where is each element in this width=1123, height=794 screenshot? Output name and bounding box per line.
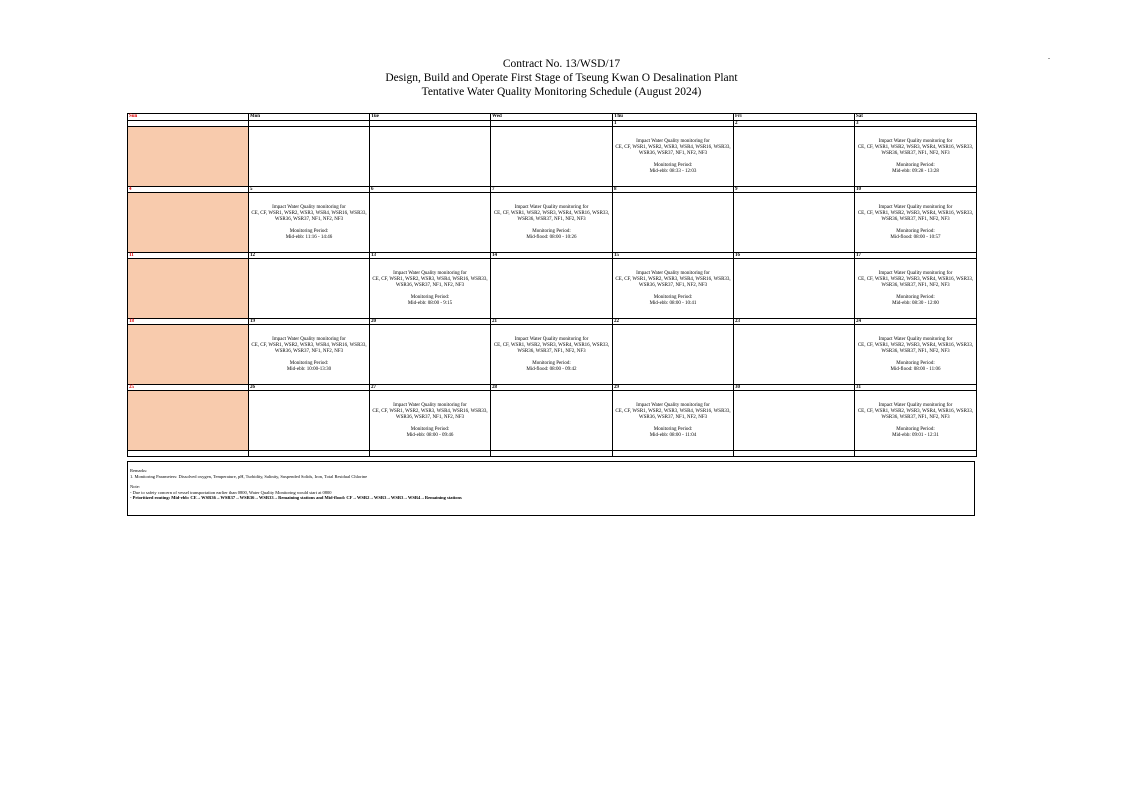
- period-label: Monitoring Period:: [289, 360, 329, 366]
- date-number-tue: 20: [370, 319, 491, 325]
- period-value: Mid-ebb: 09:28 - 13:28: [892, 168, 939, 174]
- day-cell: [855, 391, 977, 451]
- station-list: CE, CF, WSR1, WSR2, WSR3, WSR4, WSR16, WSR33,: [857, 342, 974, 348]
- day-header-sat: Sat: [855, 114, 977, 121]
- note-title: Note:: [130, 484, 140, 490]
- period-value: Mid-flood: 08:00 - 11:06: [890, 366, 941, 372]
- event-title: Impact Water Quality monitoring for: [878, 402, 953, 408]
- monitoring-event: [370, 403, 490, 439]
- period-value: Mid-ebb: 08:00 - 11:04: [649, 432, 697, 438]
- station-list: WSR36, WSR37, NF1, NF2, NF3: [638, 282, 708, 288]
- date-number-sat: 31: [855, 385, 977, 391]
- day-cell: [855, 325, 977, 385]
- day-cell: [613, 193, 734, 253]
- period-label: Monitoring Period:: [896, 162, 935, 168]
- monitoring-event: [613, 139, 733, 175]
- day-cell: [855, 127, 977, 187]
- period-value: Mid-ebb: 09:01 - 12:31: [892, 432, 939, 438]
- date-number-tue: 27: [370, 385, 491, 391]
- date-number-mon: 26: [249, 385, 370, 391]
- date-number-mon: 5: [249, 187, 370, 193]
- event-title: Impact Water Quality monitoring for: [636, 402, 710, 408]
- day-cell: [613, 325, 734, 385]
- monitoring-calendar: [127, 113, 977, 457]
- day-cell: [491, 127, 613, 187]
- separator-row: [128, 451, 977, 457]
- date-number-mon: 19: [249, 319, 370, 325]
- page-mark: .: [1048, 52, 1050, 61]
- remarks-item: 1. Monitoring Parameters: Dissolved oxygen, Temperature, pH, Turbidity, Salinity, Suspended Solids, Iron, Total Residual Chlorine: [130, 473, 368, 479]
- day-header-tue: Tue: [370, 114, 491, 121]
- monitoring-event: [370, 271, 490, 307]
- period-label: Monitoring Period:: [410, 426, 450, 432]
- monitoring-event: [855, 271, 976, 307]
- day-cell: [128, 193, 249, 253]
- title-project: Design, Build and Operate First Stage of Tseung Kwan O Desalination Plant: [385, 72, 738, 84]
- station-list: CE, CF, WSR1, WSR2, WSR3, WSR4, WSR16, WSR33,: [372, 276, 488, 282]
- monitoring-event: [491, 337, 612, 373]
- station-list: CE, CF, WSR1, WSR2, WSR3, WSR4, WSR16, WSR33,: [857, 276, 974, 282]
- station-list: CE, CF, WSR1, WSR2, WSR3, WSR4, WSR16, WSR33,: [493, 210, 610, 216]
- day-cell: [370, 391, 491, 451]
- day-cell: [613, 127, 734, 187]
- event-title: Impact Water Quality monitoring for: [514, 204, 589, 210]
- empty-cell: [734, 451, 855, 457]
- day-cell: [734, 259, 855, 319]
- event-title: Impact Water Quality monitoring for: [393, 402, 467, 408]
- station-list: WSR36, WSR37, NF1, NF2, NF3: [638, 414, 708, 420]
- period-value: Mid-ebb: 11:16 - 14:46: [285, 234, 333, 240]
- empty-cell: [249, 451, 370, 457]
- period-value: Mid-ebb: 08:30 - 12:00: [892, 300, 939, 306]
- period-label: Monitoring Period:: [896, 294, 935, 300]
- period-value: Mid-ebb: 08:00 - 09:46: [406, 432, 454, 438]
- event-title: Impact Water Quality monitoring for: [272, 204, 346, 210]
- day-cell: [128, 259, 249, 319]
- event-title: Impact Water Quality monitoring for: [514, 336, 589, 342]
- station-list: WSR36, WSR37, NF1, NF2, NF3: [517, 216, 586, 222]
- day-cell: [613, 259, 734, 319]
- day-header-fri: Fri: [734, 114, 855, 121]
- day-cell: [855, 259, 977, 319]
- period-label: Monitoring Period:: [653, 426, 693, 432]
- date-number-fri: 9: [734, 187, 855, 193]
- day-header-mon: Mon: [249, 114, 370, 121]
- day-cell: [370, 325, 491, 385]
- date-number-mon: 12: [249, 253, 370, 259]
- monitoring-event: [249, 337, 369, 373]
- date-number-thu: 8: [613, 187, 734, 193]
- period-value: Mid-ebb: 08:33 - 12:03: [649, 168, 697, 174]
- date-number-wed: 28: [491, 385, 613, 391]
- period-label: Monitoring Period:: [896, 426, 935, 432]
- date-number-fri: 16: [734, 253, 855, 259]
- empty-cell: [370, 451, 491, 457]
- period-label: Monitoring Period:: [653, 294, 693, 300]
- date-number-fri: 30: [734, 385, 855, 391]
- station-list: CE, CF, WSR1, WSR2, WSR3, WSR4, WSR16, WSR33,: [615, 408, 731, 414]
- monitoring-event: [855, 205, 976, 241]
- monitoring-event: [855, 337, 976, 373]
- date-number-sun: 4: [128, 187, 249, 193]
- station-list: WSR36, WSR37, NF1, NF2, NF3: [274, 348, 344, 354]
- date-number-fri: 23: [734, 319, 855, 325]
- week-row: [128, 325, 977, 385]
- station-list: CE, CF, WSR1, WSR2, WSR3, WSR4, WSR16, WSR33,: [615, 276, 731, 282]
- period-label: Monitoring Period:: [532, 360, 571, 366]
- day-header-sun: Sun: [128, 114, 249, 121]
- monitoring-event: [855, 139, 976, 175]
- date-number-sun: 11: [128, 253, 249, 259]
- day-cell: [491, 325, 613, 385]
- remarks-box: [127, 461, 975, 516]
- date-number-tue: 6: [370, 187, 491, 193]
- week-row: [128, 127, 977, 187]
- date-number-sun: 18: [128, 319, 249, 325]
- event-title: Impact Water Quality monitoring for: [636, 138, 710, 144]
- day-cell: [128, 391, 249, 451]
- date-number-tue: 13: [370, 253, 491, 259]
- monitoring-event: [249, 205, 369, 241]
- day-cell: [370, 259, 491, 319]
- day-cell: [491, 259, 613, 319]
- title-contract: Contract No. 13/WSD/17: [502, 58, 621, 70]
- event-title: Impact Water Quality monitoring for: [393, 270, 467, 276]
- empty-cell: [855, 451, 977, 457]
- station-list: CE, CF, WSR1, WSR2, WSR3, WSR4, WSR16, WSR33,: [615, 144, 731, 150]
- day-cell: [370, 127, 491, 187]
- station-list: WSR36, WSR37, NF1, NF2, NF3: [638, 150, 708, 156]
- period-label: Monitoring Period:: [896, 360, 935, 366]
- note-item: - Prioritized routing: Mid-ebb: CE→WSR36→WSR37→WSR36→WSR33→Remaining stations and Mid-flood: CF→WSR2→WSR3→WSR3→WSR4→Remaining stations: [130, 495, 462, 501]
- station-list: WSR36, WSR37, NF1, NF2, NF3: [881, 414, 950, 420]
- station-list: WSR36, WSR37, NF1, NF2, NF3: [274, 216, 344, 222]
- date-number-thu: 1: [613, 121, 734, 127]
- station-list: WSR36, WSR37, NF1, NF2, NF3: [395, 414, 465, 420]
- day-cell: [491, 193, 613, 253]
- weekday-header: [128, 114, 977, 121]
- day-cell: [734, 193, 855, 253]
- event-title: Impact Water Quality monitoring for: [636, 270, 710, 276]
- day-cell: [734, 325, 855, 385]
- date-number-sat: 10: [855, 187, 977, 193]
- monitoring-event: [613, 403, 733, 439]
- day-header-wed: Wed: [491, 114, 613, 121]
- day-header-thu: Thu: [613, 114, 734, 121]
- period-value: Mid-ebb: 10:00-13:30: [286, 366, 332, 372]
- monitoring-event: [613, 271, 733, 307]
- day-cell: [128, 127, 249, 187]
- station-list: WSR36, WSR37, NF1, NF2, NF3: [881, 348, 950, 354]
- week-row: [128, 259, 977, 319]
- title-schedule: Tentative Water Quality Monitoring Schedule (August 2024): [421, 86, 702, 98]
- station-list: CE, CF, WSR1, WSR2, WSR3, WSR4, WSR16, WSR33,: [251, 210, 367, 216]
- date-number-thu: 29: [613, 385, 734, 391]
- date-number-sat: 24: [855, 319, 977, 325]
- date-number-wed: 21: [491, 319, 613, 325]
- date-number-fri: 2: [734, 121, 855, 127]
- day-cell: [249, 391, 370, 451]
- date-number-sat: 3: [855, 121, 977, 127]
- day-cell: [249, 127, 370, 187]
- date-number-sat: 17: [855, 253, 977, 259]
- station-list: WSR36, WSR37, NF1, NF2, NF3: [881, 282, 950, 288]
- period-value: Mid-ebb: 08:00 - 10:41: [649, 300, 697, 306]
- period-value: Mid-flood: 08:00 - 09:42: [526, 366, 577, 372]
- period-value: Mid-ebb: 08:00 - 9:15: [407, 300, 453, 306]
- day-cell: [249, 325, 370, 385]
- station-list: WSR36, WSR37, NF1, NF2, NF3: [881, 216, 950, 222]
- document-title: [0, 57, 1123, 99]
- station-list: CE, CF, WSR1, WSR2, WSR3, WSR4, WSR16, WSR33,: [857, 408, 974, 414]
- event-title: Impact Water Quality monitoring for: [878, 336, 953, 342]
- week-row: [128, 193, 977, 253]
- event-title: Impact Water Quality monitoring for: [878, 270, 953, 276]
- day-cell: [734, 391, 855, 451]
- week-row: [128, 391, 977, 451]
- day-cell: [128, 325, 249, 385]
- period-value: Mid-flood: 08:00 - 10:57: [890, 234, 941, 240]
- station-list: CE, CF, WSR1, WSR2, WSR3, WSR4, WSR16, WSR33,: [372, 408, 488, 414]
- remarks-title: Remarks:: [130, 468, 148, 473]
- station-list: CE, CF, WSR1, WSR2, WSR3, WSR4, WSR16, WSR33,: [857, 144, 974, 150]
- station-list: WSR36, WSR37, NF1, NF2, NF3: [881, 150, 950, 156]
- period-label: Monitoring Period:: [410, 294, 450, 300]
- period-label: Monitoring Period:: [896, 228, 935, 234]
- empty-cell: [128, 451, 249, 457]
- day-cell: [855, 193, 977, 253]
- day-cell: [249, 193, 370, 253]
- date-number-wed: 14: [491, 253, 613, 259]
- period-label: Monitoring Period:: [532, 228, 571, 234]
- monitoring-event: [855, 403, 976, 439]
- station-list: CE, CF, WSR1, WSR2, WSR3, WSR4, WSR16, WSR33,: [493, 342, 610, 348]
- monitoring-event: [491, 205, 612, 241]
- day-cell: [613, 391, 734, 451]
- event-title: Impact Water Quality monitoring for: [878, 204, 953, 210]
- station-list: WSR36, WSR37, NF1, NF2, NF3: [517, 348, 586, 354]
- empty-cell: [613, 451, 734, 457]
- station-list: CE, CF, WSR1, WSR2, WSR3, WSR4, WSR16, WSR33,: [857, 210, 974, 216]
- day-cell: [249, 259, 370, 319]
- station-list: CE, CF, WSR1, WSR2, WSR3, WSR4, WSR16, WSR33,: [251, 342, 367, 348]
- date-number-sun: 25: [128, 385, 249, 391]
- station-list: WSR36, WSR37, NF1, NF2, NF3: [395, 282, 465, 288]
- day-cell: [734, 127, 855, 187]
- day-cell: [491, 391, 613, 451]
- date-number-thu: 15: [613, 253, 734, 259]
- period-label: Monitoring Period:: [289, 228, 329, 234]
- date-number-thu: 22: [613, 319, 734, 325]
- empty-cell: [491, 451, 613, 457]
- period-value: Mid-flood: 08:00 - 10:26: [526, 234, 577, 240]
- note-item: - Due to safety concern of vessel transportation earlier than 0800, Water Quality Monitoring would start at 0800: [130, 489, 332, 495]
- event-title: Impact Water Quality monitoring for: [272, 336, 346, 342]
- day-cell: [370, 193, 491, 253]
- period-label: Monitoring Period:: [653, 162, 693, 168]
- event-title: Impact Water Quality monitoring for: [878, 138, 953, 144]
- date-number-wed: 7: [491, 187, 613, 193]
